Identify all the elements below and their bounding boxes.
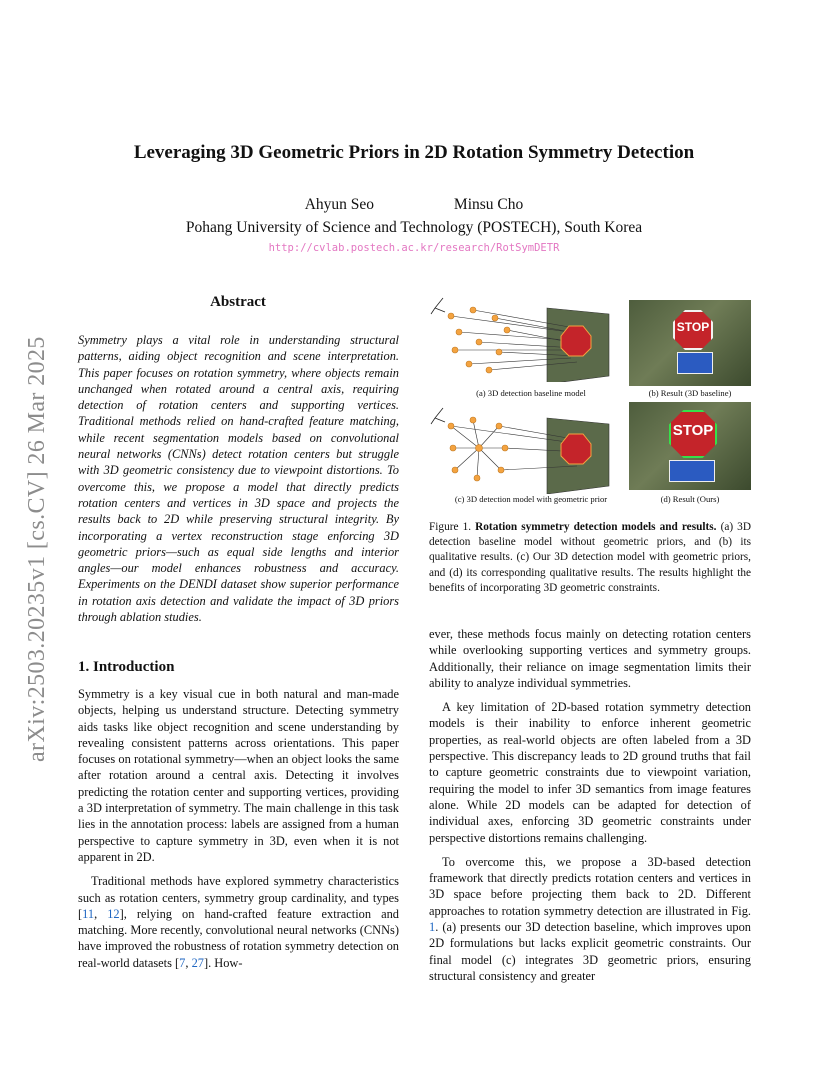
subcaption-c: (c) 3D detection model with geometric prior: [454, 494, 608, 504]
intro-text: ]. How-: [203, 955, 243, 970]
caption-title: Rotation symmetry detection models and results.: [475, 521, 717, 533]
arxiv-stamp: [24, 282, 48, 762]
right-text: To overcome this, we propose a 3D-based detection framework that directly predicts rotation centers and vertices in 3D space before projecting them back to 2D. Different approaches to rotation symmetry detection are illustrated in Fig.: [429, 854, 751, 918]
stop-sign-text: STOP: [672, 422, 714, 439]
right-paragraph-1: ever, these methods focus mainly on detecting rotation centers while overlooking supporting vertices and symmetry groups. Additionally, their reliance on image segmentation limits their ability to analyze individual symmetries.: [429, 627, 751, 690]
subcaption-d: (d) Result (Ours): [660, 494, 720, 504]
affiliation: Pohang University of Science and Technology (POSTECH), South Korea: [185, 219, 643, 236]
caption-text: (a) 3D detection baseline model without geometric priors, and (b) its qualitative results. (c) Our 3D detection model with geometric priors, and (d) its corresponding qualitative results. The results highlight the benefits of incorporating 3D geometric constraints.: [429, 521, 751, 594]
intro-text: Traditional methods have explored symmetry characteristics such as rotation centers, symmetry group cardinality, and types [: [78, 874, 399, 921]
author-name: Minsu Cho: [453, 196, 524, 213]
right-column-body: [429, 626, 751, 992]
abstract-heading: Abstract: [210, 294, 266, 310]
right-paragraph-2: A key limitation of 2D-based rotation symmetry detection models is their inability to enforce inherent geometric properties, as real-world objects are often labeled from a 3D perspective. This discrepancy leads to 2D ground truths that fail to capture geometric constraints due to viewpoint variation, requiring the model to infer 3D semantics from image features alone. While 2D models can be adapted for detection of individual axes, enforcing 3D geometric constraints under perspective distortions remains challenging.: [429, 700, 751, 845]
intro-paragraph-1: Symmetry is a key visual cue in both natural and man-made objects, helping us understand structure. Detecting symmetry aids tasks like object recognition and scene understanding by revealing consistent patterns across orientations. This paper focuses on rotational symmetry—when an object looks the same after rotation around a central axis. Detecting it involves predicting the rotation center and supporting vertices, providing a 3D interpretation of symmetry. The main challenge in this task lies in the annotation process: labels are assigned from a human perspective to capture symmetry in 3D, even when it is not apparent in 2D.: [78, 687, 399, 864]
stop-sign-text: STOP: [676, 320, 710, 334]
introduction-heading: 1. Introduction: [78, 659, 175, 675]
project-url-link[interactable]: http://cvlab.postech.ac.kr/research/RotSymDETR: [268, 242, 560, 254]
sign-panel: [677, 352, 713, 374]
figure-1-caption: [429, 520, 751, 596]
subcaption-b: (b) Result (3D baseline): [648, 388, 732, 398]
citation-link[interactable]: 27: [191, 955, 204, 970]
citation-link[interactable]: 12: [107, 906, 120, 921]
author-list: [0, 196, 828, 214]
paper-title: Leveraging 3D Geometric Priors in 2D Rotation Symmetry Detection: [133, 142, 695, 163]
intro-text: ], relying on hand-crafted feature extraction and matching. More recently, convolutional neural networks (CNNs) have improved the robustness of rotation symmetry detection on real-world datasets [: [78, 906, 399, 970]
diagram-a: [429, 292, 614, 382]
diagram-c: [429, 402, 614, 494]
intro-text: ,: [94, 906, 108, 921]
right-text: . (a) presents our 3D detection baseline, which improves upon 2D formulations but lacks explicit geometric constraints. Our final model (c) integrates 3D geometric priors, ensuring structural consistency and greater: [429, 920, 751, 983]
sign-panel: [669, 460, 715, 482]
caption-label: Figure 1.: [429, 521, 476, 533]
result-photo-d: [629, 402, 751, 490]
intro-text: ,: [185, 955, 192, 970]
introduction-body: [78, 686, 399, 979]
arxiv-id: arXiv:2503.20235v1 [cs.CV] 26 Mar 2025: [24, 336, 50, 762]
right-paragraph-3: [429, 854, 751, 984]
citation-link[interactable]: 11: [82, 906, 95, 921]
subcaption-a: (a) 3D detection baseline model: [476, 388, 586, 398]
author-name: Ahyun Seo: [304, 196, 375, 213]
figure-ref-link[interactable]: 1: [429, 920, 436, 935]
figure-1: [429, 290, 751, 510]
abstract-text: Symmetry plays a vital role in understanding structural patterns, aiding object recognition and scene interpretation. This paper focuses on rotation symmetry, where objects remain unchanged when rotated around a central axis, requiring detection of rotation centers and supporting vertices. Traditional methods relied on hand-crafted feature matching, while recent segmentation models based on convolutional neural networks (CNNs) detect rotation centers but struggle with 3D geometric consistency due to viewpoint distortions. To overcome this, we propose a model that directly predicts rotation centers and vertices in 3D space and projects the results back to 2D while preserving structural integrity. By incorporating a vertex reconstruction stage enforcing 3D geometric priors—such as equal side lengths and interior angles—our model enhances robustness and accuracy. Experiments on the DENDI dataset show superior performance in rotation axis detection and validate the impact of 3D priors through ablation studies.: [78, 333, 399, 625]
result-photo-b: [629, 300, 751, 386]
intro-paragraph-2: [78, 873, 399, 971]
citation-link[interactable]: 7: [179, 955, 186, 970]
